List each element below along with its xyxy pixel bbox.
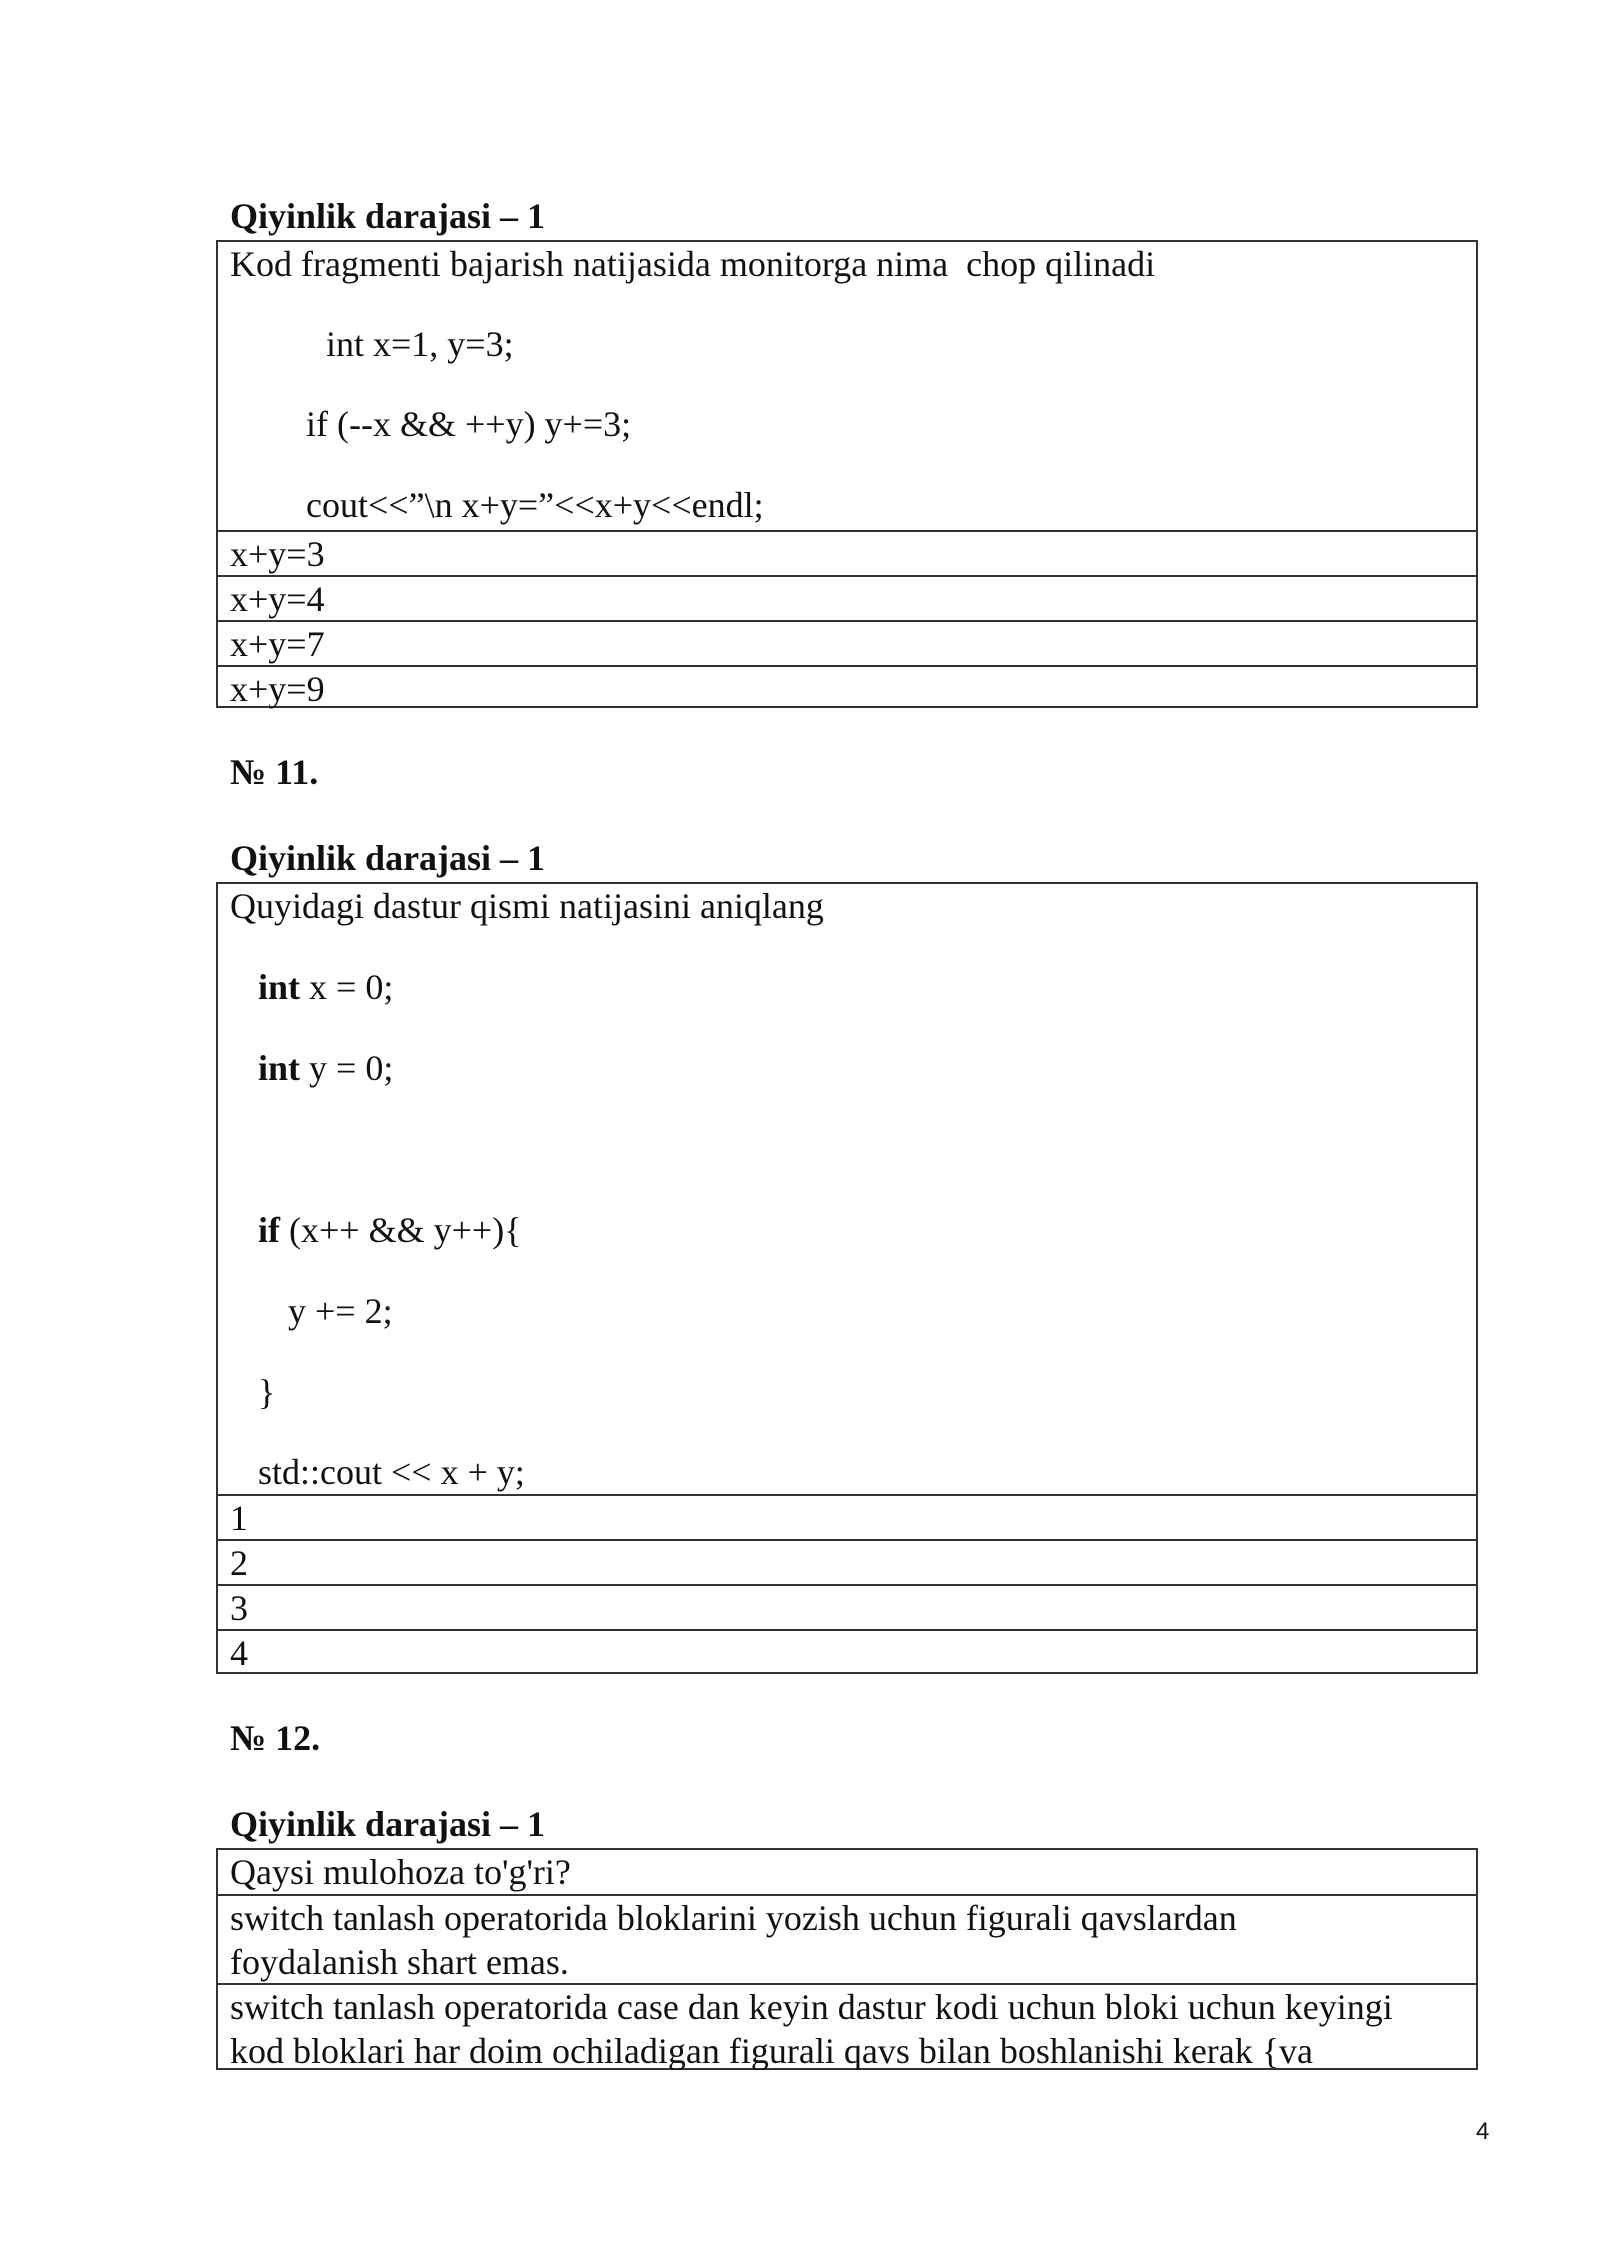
q11-option: 4 — [218, 1629, 1476, 1674]
q10-difficulty: Qiyinlik darajasi – 1 — [230, 196, 546, 236]
q11-code-line: } — [258, 1372, 276, 1412]
q12-option — [218, 1894, 1476, 1983]
q10-question-cell — [218, 242, 1476, 530]
page-number: 4 — [1476, 2118, 1490, 2145]
q11-code-line — [258, 1046, 393, 1090]
q11-option: 1 — [218, 1494, 1476, 1539]
keyword: int — [258, 1048, 301, 1088]
q10-code-line: cout<<”\n x+y=”<<x+y<<endl; — [306, 485, 764, 525]
q11-number: № 11. — [230, 752, 319, 792]
q12-option-line: kod bloklari har doim ochiladigan figurali qavs bilan boshlanishi kerak {va — [230, 2031, 1314, 2070]
q12-prompt: Qaysi mulohoza to'g'ri? — [230, 1852, 571, 1892]
q12-table — [216, 1848, 1478, 2070]
q11-difficulty: Qiyinlik darajasi – 1 — [230, 838, 546, 878]
code-text: x = 0; — [300, 967, 394, 1007]
q10-option: x+y=9 — [218, 665, 1476, 710]
q11-option: 3 — [218, 1584, 1476, 1629]
q10-table — [216, 240, 1478, 708]
q10-code-line: if (--x && ++y) y+=3; — [306, 404, 632, 444]
q12-number: № 12. — [230, 1718, 321, 1758]
q10-option: x+y=4 — [218, 575, 1476, 620]
q11-table — [216, 882, 1478, 1674]
q11-option: 2 — [218, 1539, 1476, 1584]
q10-code-line: int x=1, y=3; — [326, 324, 514, 364]
q11-code-line: y += 2; — [288, 1291, 393, 1331]
q11-code-line — [258, 1208, 521, 1252]
q12-difficulty: Qiyinlik darajasi – 1 — [230, 1804, 546, 1844]
q12-option-line: switch tanlash operatorida case dan keyin dastur kodi uchun bloki uchun keyingi — [230, 1987, 1393, 2027]
q10-option: x+y=3 — [218, 530, 1476, 575]
keyword: int — [258, 967, 301, 1007]
q12-option-line: foydalanish shart emas. — [230, 1942, 569, 1982]
q11-code-line: std::cout << x + y; — [258, 1452, 525, 1492]
q10-option: x+y=7 — [218, 620, 1476, 665]
code-text: y = 0; — [300, 1048, 394, 1088]
q11-question-cell — [218, 884, 1476, 1494]
q12-option-line: switch tanlash operatorida bloklarini yozish uchun figurali qavslardan — [230, 1898, 1237, 1938]
q11-code-line — [258, 965, 393, 1009]
q12-option — [218, 1983, 1476, 2070]
q11-prompt: Quyidagi dastur qismi natijasini aniqlang — [230, 886, 824, 926]
code-text: (x++ && y++){ — [280, 1210, 522, 1250]
keyword: if — [258, 1210, 280, 1250]
q10-prompt: Kod fragmenti bajarish natijasida monitorga nima chop qilinadi — [230, 244, 1156, 284]
